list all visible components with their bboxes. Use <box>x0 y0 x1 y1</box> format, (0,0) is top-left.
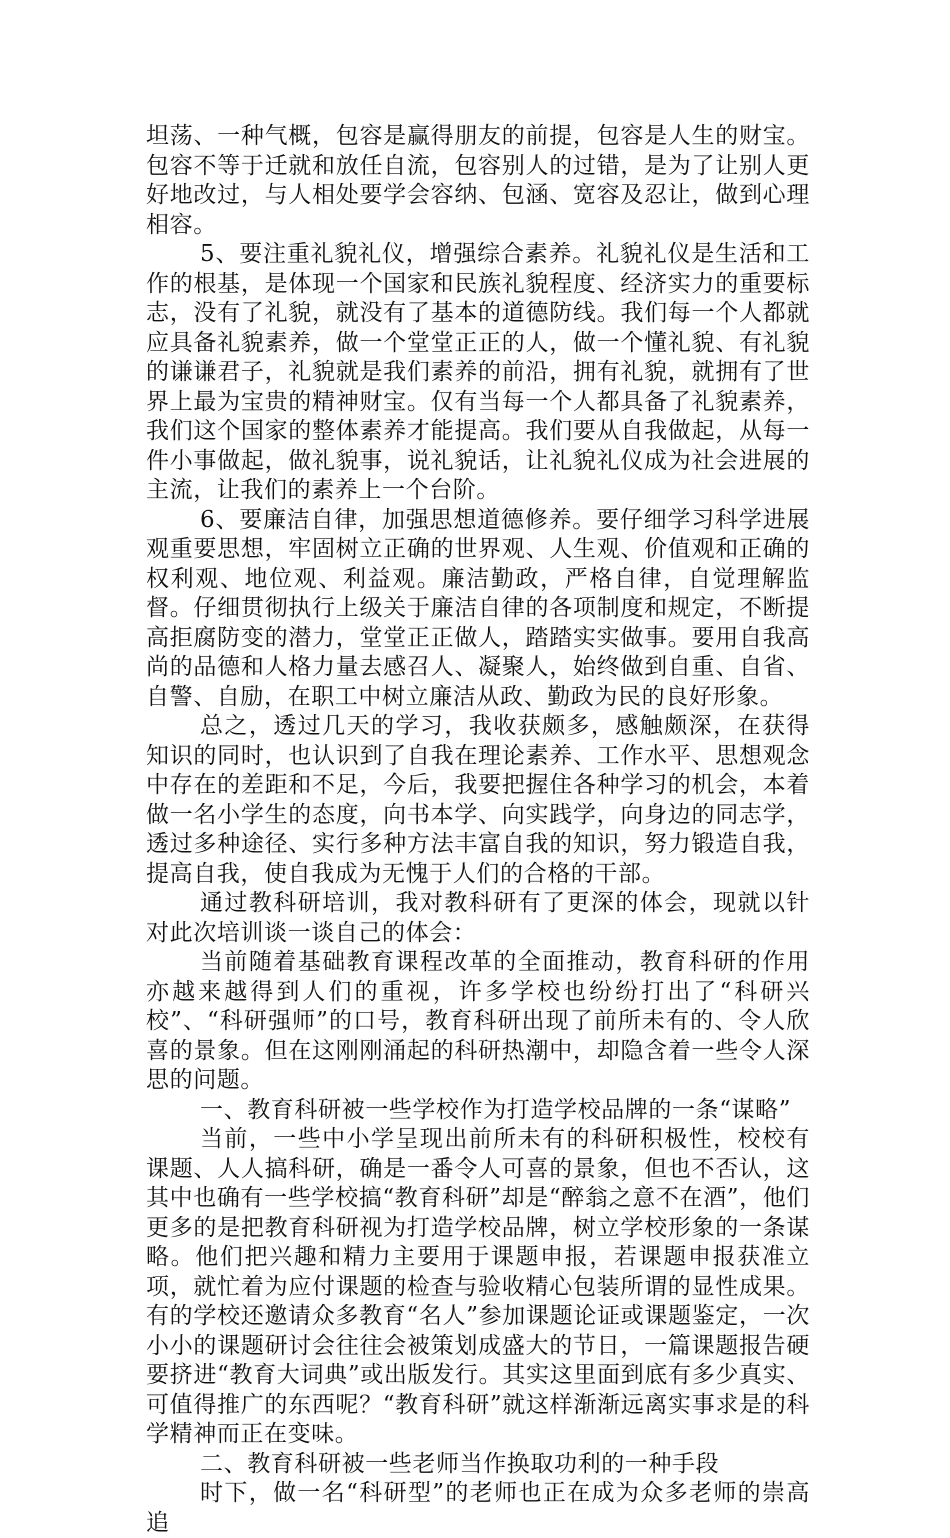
paragraph-summary: 总之，透过几天的学习，我收获颇多，感触颇深，在获得知识的同时，也认识到了自我在理论素养、工作水平、思想观念中存在的差距和不足，今后，我要把握住各种学习的机会，本着做一名小学生的态度，向书本学、向实践学，向身边的同志学，透过多种途径、实行多种方法丰富自我的知识，努力锻造自我，提高自我，使自我成为无愧于人们的合格的干部。 <box>146 713 810 887</box>
paragraph-tolerance-continued: 坦荡、一种气概，包容是赢得朋友的前提，包容是人生的财宝。包容不等于迁就和放任自流，包容别人的过错，是为了让别人更好地改过，与人相处要学会容纳、包涵、宽容及忍让，做到心理相容。 <box>146 123 810 238</box>
paragraph-training-intro: 通过教科研培训，我对教科研有了更深的体会，现就以针对此次培训谈一谈自己的体会： <box>146 890 810 946</box>
paragraph-integrity: 6、要廉洁自律，加强思想道德修养。要仔细学习科学进展观重要思想，牢固树立正确的世界观、人生观、价值观和正确的权利观、地位观、利益观。廉洁勤政，严格自律，自觉理解监督。仔细贯彻执行上级关于廉洁自律的各项制度和规定，不断提高拒腐防变的潜力，堂堂正正做人，踏踏实实做事。要用自我高尚的品德和人格力量去感召人、凝聚人，始终做到自重、自省、自警、自励，在职工中树立廉洁从政、勤政为民的良好形象。 <box>146 506 810 710</box>
paragraph-etiquette: 5、要注重礼貌礼仪，增强综合素养。礼貌礼仪是生活和工作的根基，是体现一个国家和民族礼貌程度、经济实力的重要标志，没有了礼貌，就没有了基本的道德防线。我们每一个人都就应具备礼貌素养，做一个堂堂正正的人，做一个懂礼貌、有礼貌的谦谦君子，礼貌就是我们素养的前沿，拥有礼貌，就拥有了世界上最为宝贵的精神财宝。仅有当每一个人都具备了礼貌素养，我们这个国家的整体素养才能提高。我们要从自我做起，从每一件小事做起，做礼貌事，说礼貌话，让礼貌礼仪成为社会进展的主流，让我们的素养上一个台阶。 <box>146 241 810 503</box>
paragraph-school-branding: 当前，一些中小学呈现出前所未有的科研积极性，校校有课题、人人搞科研，确是一番令人可喜的景象，但也不否认，这其中也确有一些学校搞“教育科研”却是“醉翁之意不在酒”，他们更多的是把教育科研视为打造学校品牌，树立学校形象的一条谋略。他们把兴趣和精力主要用于课题申报，若课题申报获准立项，就忙着为应付课题的检查与验收精心包装所谓的显性成果。有的学校还邀请众多教育“名人”参加课题论证或课题鉴定，一次小小的课题研讨会往往会被策划成盛大的节日，一篇课题报告硬要挤进“教育大词典”或出版发行。其实这里面到底有多少真实、可值得推广的东西呢？“教育科研”就这样渐渐远离实事求是的科学精神而正在变味。 <box>146 1126 810 1447</box>
section-heading-2: 二、教育科研被一些老师当作换取功利的一种手段 <box>200 1450 720 1477</box>
paragraph-research-context: 当前随着基础教育课程改革的全面推动，教育科研的作用亦越来越得到人们的重视，许多学校也纷纷打出了“科研兴校”、“科研强师”的口号，教育科研出现了前所未有的、令人欣喜的景象。但在这刚刚涌起的科研热潮中，却隐含着一些令人深思的问题。 <box>146 949 810 1093</box>
section-heading-1: 一、教育科研被一些学校作为打造学校品牌的一条“谋略” <box>200 1096 792 1123</box>
paragraph-teacher-research: 时下，做一名“科研型”的老师也正在成为众多老师的崇高追 <box>146 1480 810 1536</box>
document-body <box>146 122 810 1538</box>
